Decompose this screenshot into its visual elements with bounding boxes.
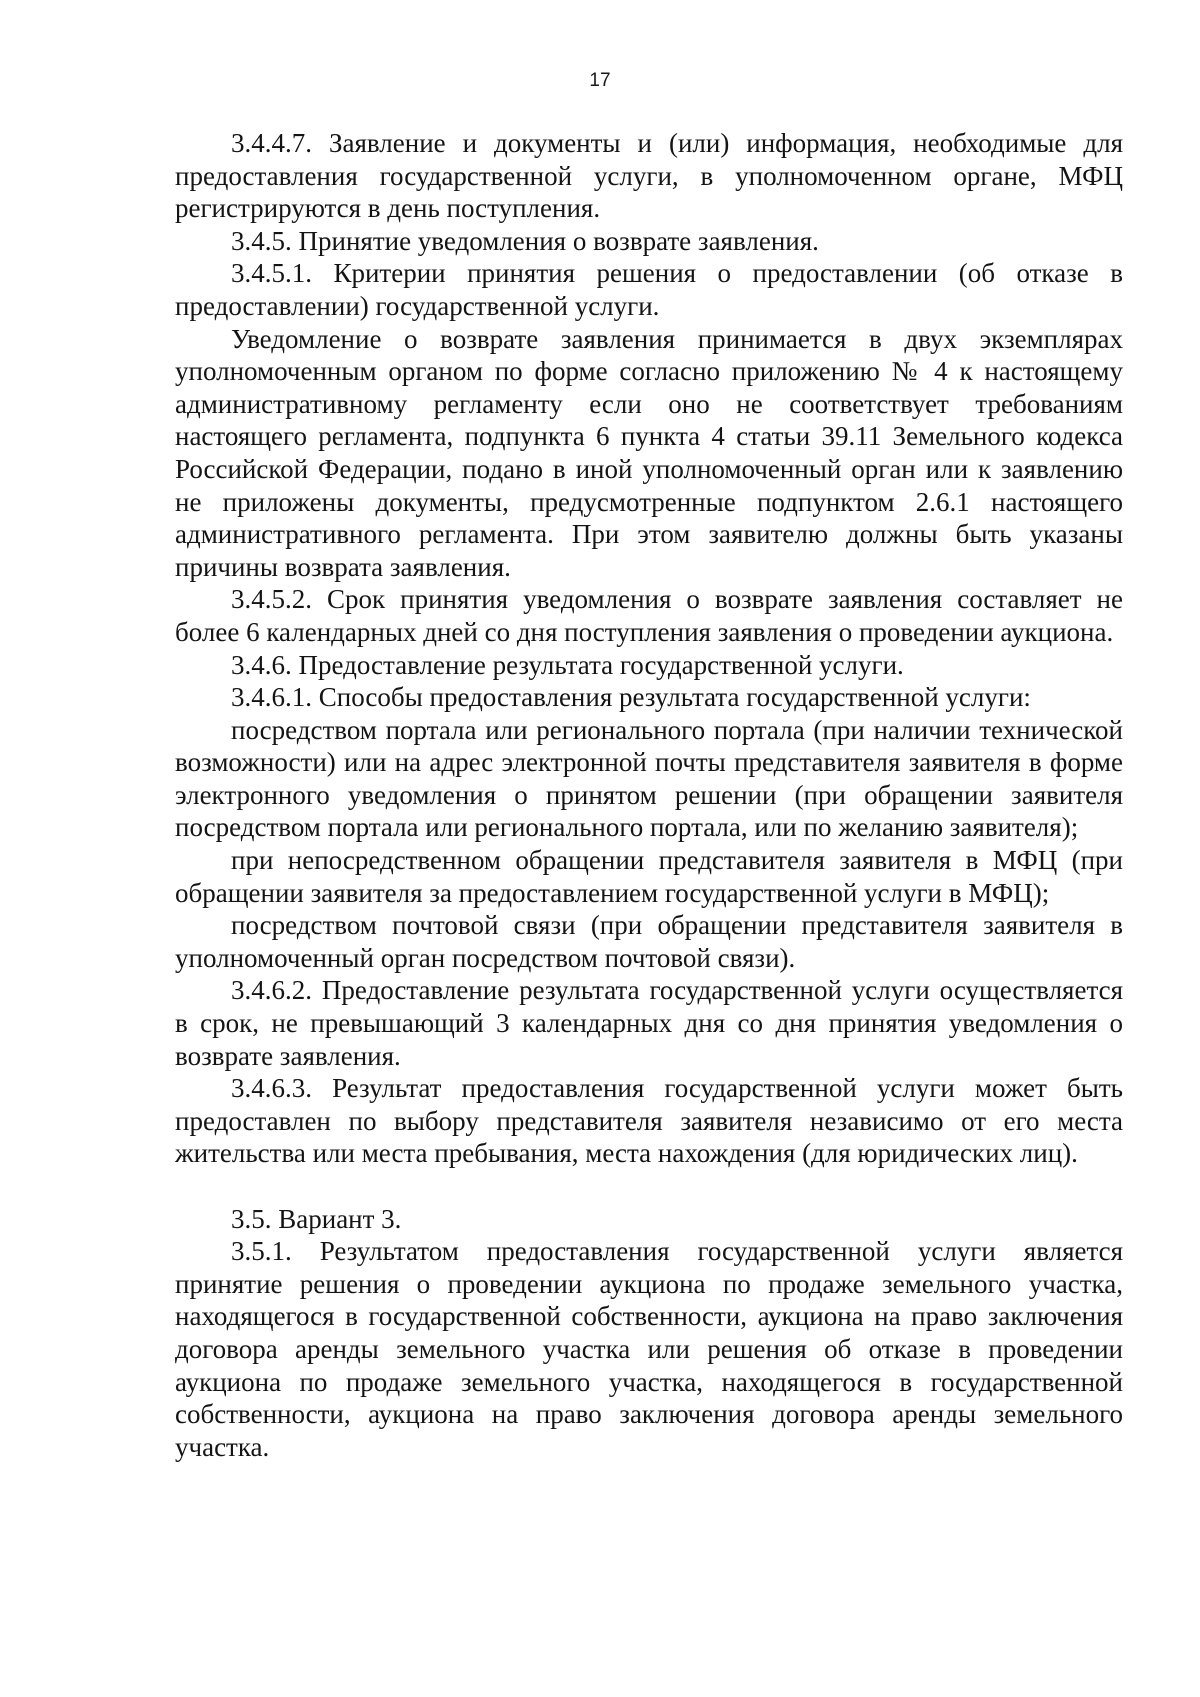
paragraph-method-mfc: при непосредственном обращении представителя заявителя в МФЦ (при обращении заявителя за предоставлением государственной услуги в МФЦ); (175, 845, 1123, 908)
paragraph-3-4-5-2: 3.4.5.2. Срок принятия уведомления о возврате заявления составляет не более 6 календарных дней со дня поступления заявления о проведении аукциона. (175, 584, 1123, 647)
paragraph-3-4-6-1: 3.4.6.1. Способы предоставления результата государственной услуги: (231, 682, 1031, 713)
paragraph-method-portal: посредством портала или регионального портала (при наличии технической возможности) или на адрес электронной почты представителя заявителя в форме электронного уведомления о принятом решении (при обращении заявителя посредством портала или регионального портала, или по желанию заявителя); (175, 714, 1123, 843)
paragraph-method-post: посредством почтовой связи (при обращении представителя заявителя в уполномоченный орган посредством почтовой связи). (175, 910, 1123, 973)
paragraph-3-4-6: 3.4.6. Предоставление результата государственной услуги. (231, 649, 904, 680)
paragraph-3-4-6-2: 3.4.6.2. Предоставление результата государственной услуги осуществляется в срок, не превышающий 3 календарных дня со дня принятия уведомления о возврате заявления. (175, 975, 1123, 1071)
page-number: 17 (589, 70, 611, 91)
paragraph-3-4-4-7: 3.4.4.7. Заявление и документы и (или) информация, необходимые для предоставления государственной услуги, в уполномоченном органе, МФЦ регистрируются в день поступления. (175, 128, 1123, 224)
paragraph-3-4-6-3: 3.4.6.3. Результат предоставления государственной услуги может быть предоставлен по выбору представителя заявителя независимо от его места жительства или места пребывания, места нахождения (для юридических лиц). (175, 1073, 1123, 1169)
document-body (175, 127, 1123, 1463)
section-gap (175, 1170, 1123, 1203)
paragraph-3-5: 3.5. Вариант 3. (231, 1203, 402, 1234)
paragraph-3-5-1: 3.5.1. Результатом предоставления государственной услуги является принятие решения о проведении аукциона по продаже земельного участка, находящегося в государственной собственности, аукциона на право заключения договора аренды земельного участка или решения об отказе в проведении аукциона по продаже земельного участка, находящегося в государственной собственности, аукциона на право заключения договора аренды земельного участка. (175, 1236, 1123, 1462)
paragraph-return-notice: Уведомление о возврате заявления принимается в двух экземплярах уполномоченным органом по форме согласно приложению № 4 к настоящему административному регламенту если оно не соответствует требованиям настоящего регламента, подпункта 6 пункта 4 статьи 39.11 Земельного кодекса Российской Федерации, подано в иной уполномоченный орган или к заявлению не приложены документы, предусмотренные подпунктом 2.6.1 настоящего административного регламента. При этом заявителю должны быть указаны причины возврата заявления. (175, 323, 1123, 582)
paragraph-3-4-5-1: 3.4.5.1. Критерии принятия решения о предоставлении (об отказе в предоставлении) государственной услуги. (175, 258, 1123, 321)
paragraph-3-4-5: 3.4.5. Принятие уведомления о возврате заявления. (231, 225, 819, 256)
